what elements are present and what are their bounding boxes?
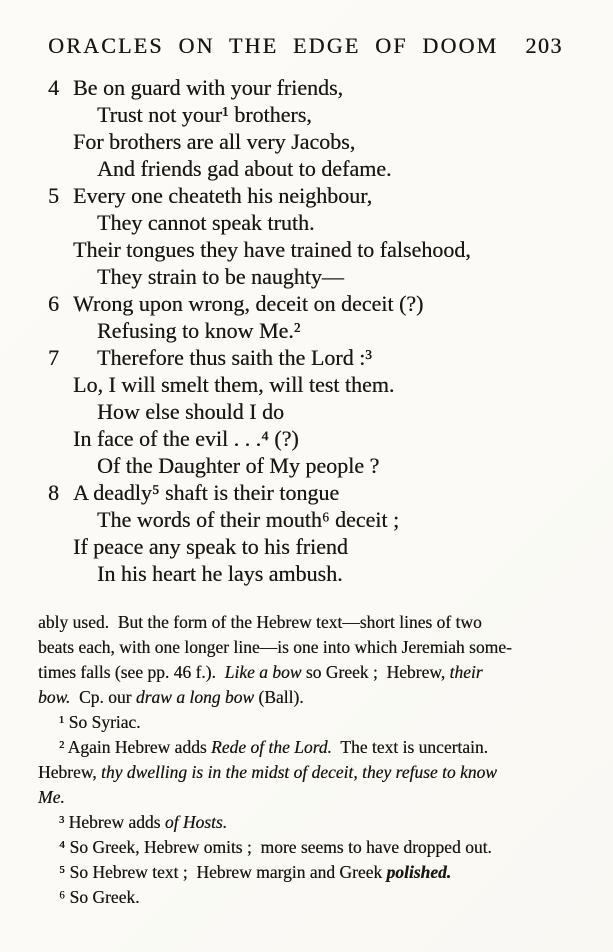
- footnote-text: ⁴ So Greek, Hebrew omits ; more seems to have dropped out.: [59, 837, 492, 857]
- verse-number: [48, 101, 73, 128]
- footnote-text: Cp. our: [70, 687, 136, 707]
- verse-line: [48, 344, 595, 371]
- verse-number: [48, 560, 73, 587]
- footnote-line: [38, 660, 550, 685]
- verse-line: [48, 560, 595, 587]
- verse-line: [48, 182, 595, 209]
- footnote-italic-text: Me.: [38, 787, 65, 807]
- footnote-text: ³ Hebrew adds: [59, 812, 165, 832]
- footnote-text: ² Again Hebrew adds: [59, 737, 212, 757]
- footnote-text: ⁶ So Greek.: [59, 887, 140, 907]
- verse-number: [48, 398, 73, 425]
- verse-text: Lo, I will smelt them, will test them.: [73, 372, 395, 397]
- verse-line: [48, 290, 595, 317]
- verse-text: Their tongues they have trained to falsehood,: [73, 237, 471, 262]
- verse-line: [48, 155, 595, 182]
- footnote-text: beats each, with one longer line—is one into which Jeremiah some-: [38, 637, 512, 657]
- verse-line: [48, 236, 595, 263]
- verse-text: In face of the evil . . .⁴ (?): [73, 426, 299, 451]
- verse-number: [48, 371, 73, 398]
- footnote-italic-text: draw a long bow: [135, 687, 255, 707]
- verse-block: [48, 74, 595, 587]
- footnote-text: Hebrew,: [38, 762, 102, 782]
- verse-number: [48, 506, 73, 533]
- verse-number: [48, 452, 73, 479]
- verse-text: Every one cheateth his neighbour,: [73, 183, 373, 208]
- verse-text: They cannot speak truth.: [97, 210, 315, 235]
- footnote-text: ably used. But the form of the Hebrew text—short lines of two: [38, 612, 482, 632]
- footnote-line: [38, 835, 550, 860]
- footnote-block: [38, 610, 550, 910]
- verse-number: 4: [48, 75, 59, 100]
- footnote-italic-text: polished.: [386, 862, 452, 882]
- page-number: 203: [525, 33, 563, 58]
- verse-number: 6: [48, 291, 59, 316]
- footnote-line: [38, 810, 550, 835]
- verse-line: [48, 263, 595, 290]
- footnote-line: [38, 710, 550, 735]
- verse-text: A deadly⁵ shaft is their tongue: [73, 480, 340, 505]
- footnote-line: [38, 610, 550, 635]
- verse-number: [48, 236, 73, 263]
- verse-number: [48, 533, 73, 560]
- verse-text: Be on guard with your friends,: [73, 75, 344, 100]
- verse-line: [48, 128, 595, 155]
- footnote-italic-text: their: [449, 662, 483, 682]
- footnote-italic-text: Like a bow: [224, 662, 302, 682]
- footnote-line: [38, 785, 550, 810]
- footnote-text: The text is uncertain.: [331, 737, 489, 757]
- footnote-text: (Ball).: [254, 687, 304, 707]
- footnote-line: [38, 735, 550, 760]
- verse-number: [48, 128, 73, 155]
- verse-number: [48, 263, 73, 290]
- verse-line: [48, 371, 595, 398]
- footnote-italic-text: thy dwelling is in the midst of deceit, they refuse to know: [101, 762, 497, 782]
- verse-line: [48, 425, 595, 452]
- verse-text: How else should I do: [97, 399, 284, 424]
- running-head: [38, 33, 573, 59]
- verse-line: [48, 74, 595, 101]
- verse-number: 7: [48, 345, 59, 370]
- verse-text: In his heart he lays ambush.: [97, 561, 343, 586]
- footnote-text: ¹ So Syriac.: [59, 712, 141, 732]
- verse-text: Of the Daughter of My people ?: [97, 453, 380, 478]
- verse-line: [48, 479, 595, 506]
- verse-text: Refusing to know Me.²: [97, 318, 301, 343]
- verse-text: For brothers are all very Jacobs,: [73, 129, 356, 154]
- footnote-line: [38, 760, 550, 785]
- verse-text: Therefore thus saith the Lord :³: [97, 345, 372, 370]
- verse-text: Trust not your¹ brothers,: [97, 102, 312, 127]
- running-head-title: ORACLES ON THE EDGE OF DOOM: [48, 33, 499, 58]
- verse-number: [48, 425, 73, 452]
- footnote-italic-text: Rede of the Lord.: [211, 737, 332, 757]
- verse-line: [48, 452, 595, 479]
- verse-line: [48, 209, 595, 236]
- footnote-line: [38, 860, 550, 885]
- verse-number: [48, 317, 73, 344]
- verse-line: [48, 533, 595, 560]
- footnote-text: times falls (see pp. 46 f.).: [38, 662, 225, 682]
- footnote-italic-text: of Hosts.: [164, 812, 228, 832]
- footnote-line: [38, 635, 550, 660]
- verse-number: 8: [48, 480, 59, 505]
- verse-text: If peace any speak to his friend: [73, 534, 348, 559]
- verse-text: Wrong upon wrong, deceit on deceit (?): [73, 291, 424, 316]
- verse-text: And friends gad about to defame.: [97, 156, 392, 181]
- footnote-text: ⁵ So Hebrew text ; Hebrew margin and Greek: [59, 862, 387, 882]
- verse-text: They strain to be naughty—: [97, 264, 344, 289]
- verse-number: [48, 209, 73, 236]
- verse-line: [48, 317, 595, 344]
- verse-line: [48, 398, 595, 425]
- verse-line: [48, 506, 595, 533]
- verse-number: 5: [48, 183, 59, 208]
- verse-text: The words of their mouth⁶ deceit ;: [97, 507, 400, 532]
- verse-number: [48, 155, 73, 182]
- footnote-line: [38, 685, 550, 710]
- footnote-line: [38, 885, 550, 910]
- verse-line: [48, 101, 595, 128]
- footnote-text: so Greek ; Hebrew,: [301, 662, 450, 682]
- footnote-italic-text: bow.: [38, 687, 71, 707]
